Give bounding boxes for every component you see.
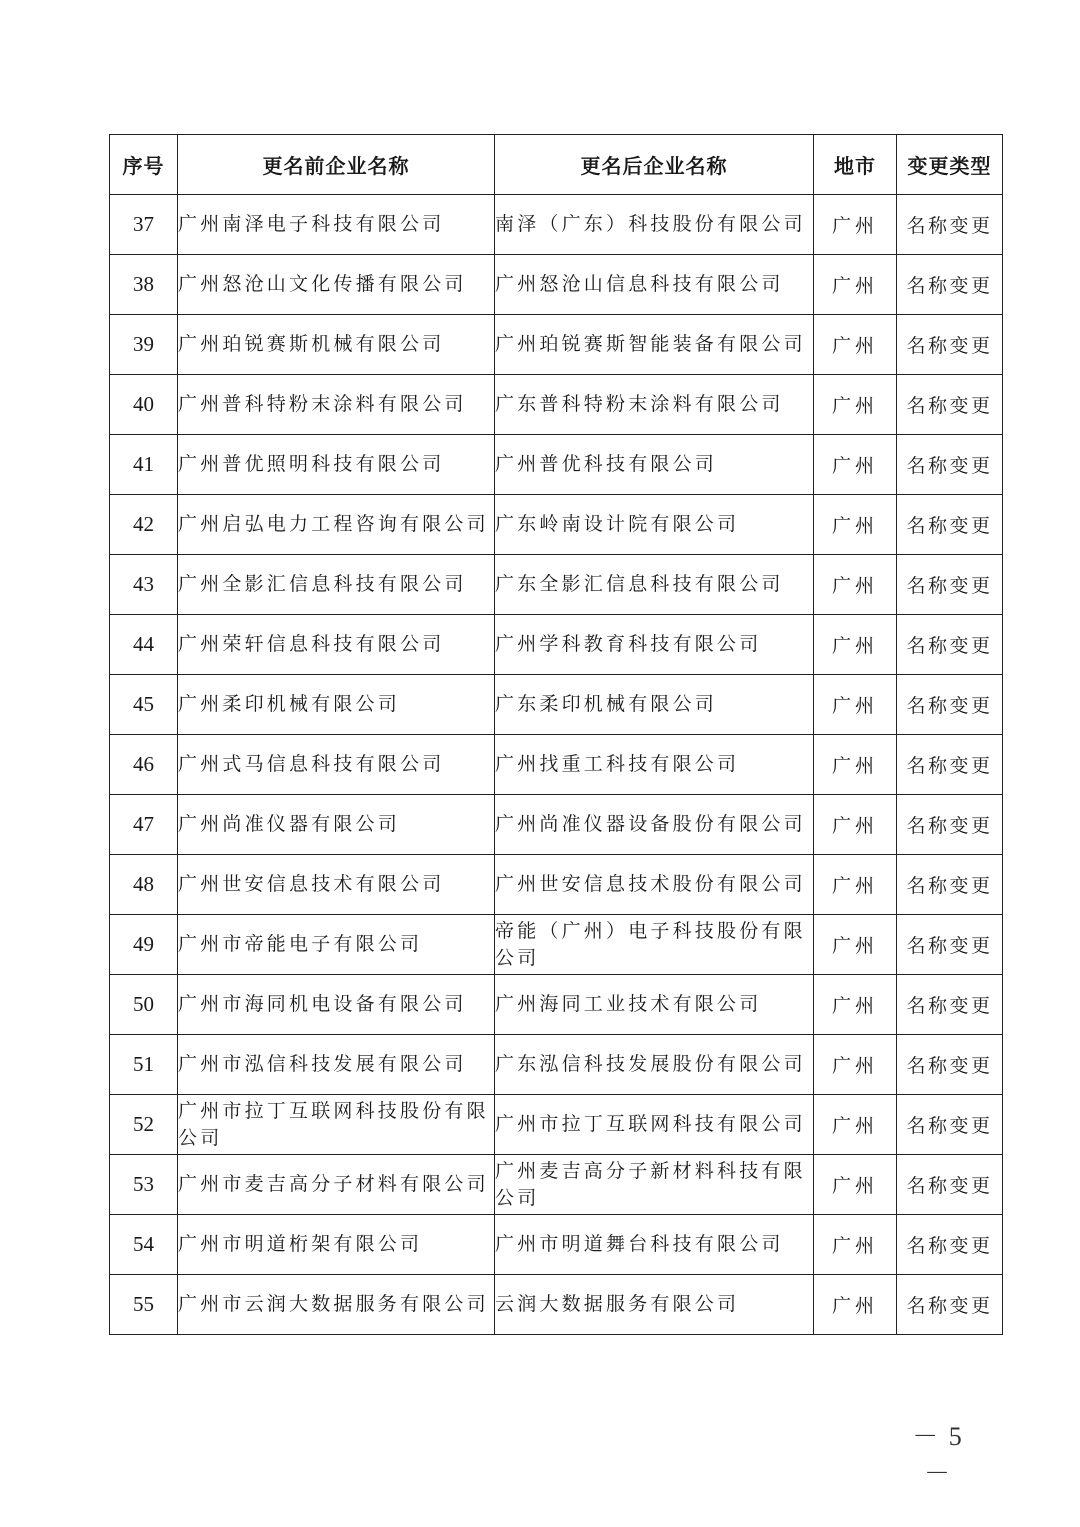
header-city: 地市 [814,135,897,195]
table-row [110,555,1003,615]
change-type-cell: 名称变更 [897,195,1003,255]
serial-number-cell: 50 [110,975,178,1035]
serial-number-cell: 41 [110,435,178,495]
serial-number-cell: 54 [110,1215,178,1275]
serial-number-cell: 52 [110,1095,178,1155]
city-cell: 广州 [814,315,897,375]
new-company-name-cell: 广州找重工科技有限公司 [495,735,814,795]
header-change-type: 变更类型 [897,135,1003,195]
table-row [110,975,1003,1035]
city-cell: 广州 [814,495,897,555]
serial-number-cell: 37 [110,195,178,255]
old-company-name-cell: 广州荣轩信息科技有限公司 [178,615,495,675]
change-type-cell: 名称变更 [897,735,1003,795]
city-cell: 广州 [814,735,897,795]
city-cell: 广州 [814,435,897,495]
change-type-cell: 名称变更 [897,315,1003,375]
table-row [110,255,1003,315]
old-company-name-cell: 广州全影汇信息科技有限公司 [178,555,495,615]
old-company-name-cell: 广州南泽电子科技有限公司 [178,195,495,255]
new-company-name-cell: 广州市拉丁互联网科技有限公司 [495,1095,814,1155]
serial-number-cell: 48 [110,855,178,915]
serial-number-cell: 46 [110,735,178,795]
city-cell: 广州 [814,555,897,615]
serial-number-cell: 49 [110,915,178,975]
change-type-cell: 名称变更 [897,1275,1003,1335]
change-type-cell: 名称变更 [897,255,1003,315]
city-cell: 广州 [814,1275,897,1335]
new-company-name-cell: 广州市明道舞台科技有限公司 [495,1215,814,1275]
city-cell: 广州 [814,795,897,855]
new-company-name-cell: 广州普优科技有限公司 [495,435,814,495]
old-company-name-cell: 广州柔印机械有限公司 [178,675,495,735]
serial-number-cell: 39 [110,315,178,375]
serial-number-cell: 42 [110,495,178,555]
old-company-name-cell: 广州式马信息科技有限公司 [178,735,495,795]
table-row [110,615,1003,675]
old-company-name-cell: 广州市麦吉高分子材料有限公司 [178,1155,495,1215]
old-company-name-cell: 广州珀锐赛斯机械有限公司 [178,315,495,375]
city-cell: 广州 [814,375,897,435]
new-company-name-cell: 广州世安信息技术股份有限公司 [495,855,814,915]
new-company-name-cell: 广东普科特粉末涂料有限公司 [495,375,814,435]
old-company-name-cell: 广州尚准仪器有限公司 [178,795,495,855]
city-cell: 广州 [814,1215,897,1275]
old-company-name-cell: 广州市拉丁互联网科技股份有限公司 [178,1095,495,1155]
new-company-name-cell: 广州尚准仪器设备股份有限公司 [495,795,814,855]
table-row [110,195,1003,255]
new-company-name-cell: 帝能（广州）电子科技股份有限公司 [495,915,814,975]
old-company-name-cell: 广州市泓信科技发展有限公司 [178,1035,495,1095]
table-row [110,315,1003,375]
city-cell: 广州 [814,1155,897,1215]
old-company-name-cell: 广州市云润大数据服务有限公司 [178,1275,495,1335]
table-row [110,675,1003,735]
serial-number-cell: 40 [110,375,178,435]
change-type-cell: 名称变更 [897,1035,1003,1095]
city-cell: 广州 [814,195,897,255]
header-old-company-name: 更名前企业名称 [178,135,495,195]
new-company-name-cell: 广州珀锐赛斯智能装备有限公司 [495,315,814,375]
change-type-cell: 名称变更 [897,915,1003,975]
serial-number-cell: 43 [110,555,178,615]
new-company-name-cell: 广东柔印机械有限公司 [495,675,814,735]
serial-number-cell: 51 [110,1035,178,1095]
change-type-cell: 名称变更 [897,855,1003,915]
old-company-name-cell: 广州市明道桁架有限公司 [178,1215,495,1275]
city-cell: 广州 [814,1035,897,1095]
city-cell: 广州 [814,855,897,915]
table-body [110,195,1003,1335]
page-number: － 5 － [912,1422,964,1488]
table-row [110,855,1003,915]
table-header [110,135,1003,195]
change-type-cell: 名称变更 [897,495,1003,555]
table-row [110,795,1003,855]
new-company-name-cell: 广州海同工业技术有限公司 [495,975,814,1035]
header-serial-number: 序号 [110,135,178,195]
change-type-cell: 名称变更 [897,795,1003,855]
change-type-cell: 名称变更 [897,675,1003,735]
city-cell: 广州 [814,615,897,675]
table-row [110,435,1003,495]
serial-number-cell: 55 [110,1275,178,1335]
new-company-name-cell: 广东岭南设计院有限公司 [495,495,814,555]
old-company-name-cell: 广州怒沧山文化传播有限公司 [178,255,495,315]
table-row [110,1095,1003,1155]
change-type-cell: 名称变更 [897,1215,1003,1275]
change-type-cell: 名称变更 [897,615,1003,675]
city-cell: 广州 [814,1095,897,1155]
new-company-name-cell: 广州怒沧山信息科技有限公司 [495,255,814,315]
new-company-name-cell: 广州麦吉高分子新材料科技有限公司 [495,1155,814,1215]
change-type-cell: 名称变更 [897,555,1003,615]
change-type-cell: 名称变更 [897,435,1003,495]
city-cell: 广州 [814,915,897,975]
company-rename-table [109,134,1003,1335]
table-row [110,375,1003,435]
new-company-name-cell: 广州学科教育科技有限公司 [495,615,814,675]
change-type-cell: 名称变更 [897,975,1003,1035]
table-row [110,915,1003,975]
new-company-name-cell: 南泽（广东）科技股份有限公司 [495,195,814,255]
table-row [110,1275,1003,1335]
change-type-cell: 名称变更 [897,1155,1003,1215]
city-cell: 广州 [814,975,897,1035]
header-new-company-name: 更名后企业名称 [495,135,814,195]
old-company-name-cell: 广州启弘电力工程咨询有限公司 [178,495,495,555]
table-row [110,1035,1003,1095]
new-company-name-cell: 广东泓信科技发展股份有限公司 [495,1035,814,1095]
table-row [110,1215,1003,1275]
old-company-name-cell: 广州普科特粉末涂料有限公司 [178,375,495,435]
table-row [110,495,1003,555]
table-row [110,735,1003,795]
city-cell: 广州 [814,675,897,735]
change-type-cell: 名称变更 [897,375,1003,435]
new-company-name-cell: 广东全影汇信息科技有限公司 [495,555,814,615]
old-company-name-cell: 广州市海同机电设备有限公司 [178,975,495,1035]
serial-number-cell: 38 [110,255,178,315]
old-company-name-cell: 广州普优照明科技有限公司 [178,435,495,495]
old-company-name-cell: 广州世安信息技术有限公司 [178,855,495,915]
serial-number-cell: 45 [110,675,178,735]
city-cell: 广州 [814,255,897,315]
serial-number-cell: 47 [110,795,178,855]
table-row [110,1155,1003,1215]
change-type-cell: 名称变更 [897,1095,1003,1155]
new-company-name-cell: 云润大数据服务有限公司 [495,1275,814,1335]
serial-number-cell: 44 [110,615,178,675]
header-row [110,135,1003,195]
old-company-name-cell: 广州市帝能电子有限公司 [178,915,495,975]
serial-number-cell: 53 [110,1155,178,1215]
